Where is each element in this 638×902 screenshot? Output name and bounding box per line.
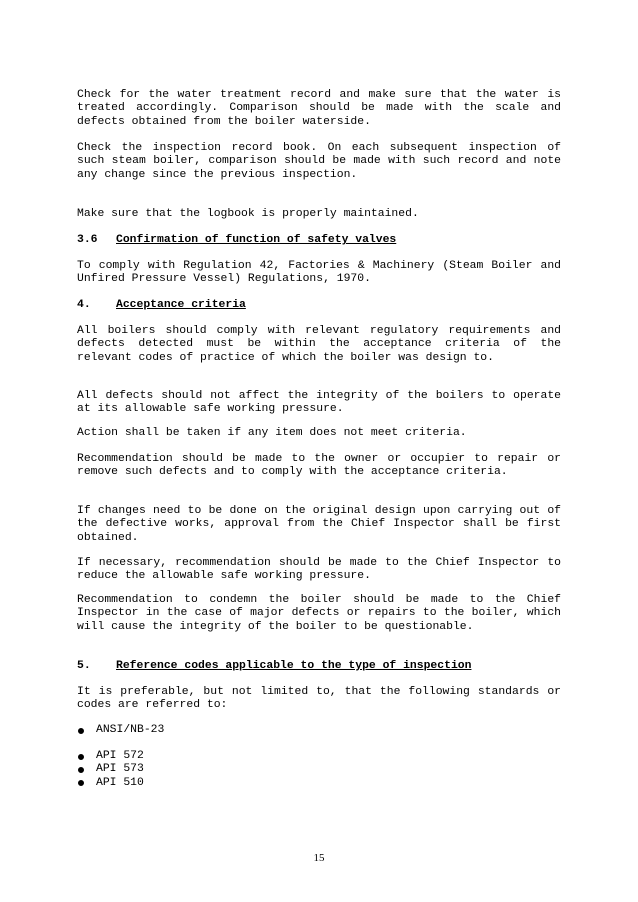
paragraph-text: Check the inspection record book. On each subsequent inspection of such steam boiler, comparison should be made with such record and note any change since the previous inspection. <box>77 142 561 181</box>
bullet-icon <box>78 780 84 786</box>
bullet-icon <box>78 767 84 773</box>
list-item-text: API 510 <box>96 776 144 789</box>
codes-list-b <box>77 750 144 790</box>
paragraph-regulation-42 <box>77 260 561 287</box>
heading-section-5 <box>77 660 561 673</box>
paragraph-design-changes <box>77 505 561 545</box>
paragraph-recommendation-owner <box>77 453 561 480</box>
heading-title: Reference codes applicable to the type of inspection <box>116 660 472 672</box>
heading-title: Confirmation of function of safety valves <box>116 234 397 246</box>
heading-section-4 <box>77 299 561 312</box>
list-item-text: ANSI/NB-23 <box>96 724 165 736</box>
paragraph-defects-integrity <box>77 390 561 417</box>
heading-section-3-6 <box>77 234 561 247</box>
paragraph-action <box>77 427 561 440</box>
paragraph-text: If necessary, recommendation should be made to the Chief Inspector to reduce the allowable safe working pressure. <box>77 557 561 583</box>
list-item <box>77 763 144 776</box>
paragraph-text: All boilers should comply with relevant regulatory requirements and defects detected must be within the acceptance criteria of the relevant codes of practice of which the boiler was design to. <box>77 325 561 364</box>
paragraph-logbook <box>77 208 561 221</box>
bullet-icon <box>78 728 84 734</box>
list-item-text: API 573 <box>96 763 144 776</box>
list-item <box>77 750 144 763</box>
paragraph-compliance <box>77 325 561 365</box>
paragraph-text: Check for the water treatment record and make sure that the water is treated accordingly. Comparison should be made with the scale and defects obtained from the boiler waterside. <box>77 89 561 128</box>
heading-number: 4. <box>77 299 91 311</box>
paragraph-text: Recommendation should be made to the owner or occupier to repair or remove such defects and to comply with the acceptance criteria. <box>77 453 561 479</box>
paragraph-text: It is preferable, but not limited to, that the following standards or codes are referred to: <box>77 686 561 712</box>
bullet-icon <box>78 754 84 760</box>
paragraph-water-treatment <box>77 89 561 129</box>
list-item <box>77 724 164 737</box>
codes-list-a <box>77 724 164 737</box>
paragraph-text: Action shall be taken if any item does not meet criteria. <box>77 427 467 439</box>
paragraph-text: To comply with Regulation 42, Factories & Machinery (Steam Boiler and Unfired Pressure Vessel) Regulations, 1970. <box>77 260 561 286</box>
paragraph-inspection-record <box>77 142 561 182</box>
paragraph-text: All defects should not affect the integrity of the boilers to operate at its allowable safe working pressure. <box>77 390 561 416</box>
heading-title: Acceptance criteria <box>116 299 246 311</box>
paragraph-text: Make sure that the logbook is properly maintained. <box>77 208 419 220</box>
page-number: 15 <box>313 852 325 864</box>
paragraph-text: If changes need to be done on the original design upon carrying out of the defective works, approval from the Chief Inspector shall be first obtained. <box>77 505 561 544</box>
paragraph-reduce-pressure <box>77 557 561 584</box>
list-item-text: API 572 <box>96 750 144 762</box>
list-item <box>77 777 144 790</box>
heading-number: 5. <box>77 660 91 672</box>
heading-number: 3.6 <box>77 234 98 246</box>
paragraph-condemn <box>77 594 561 634</box>
paragraph-standards-intro <box>77 686 561 713</box>
paragraph-text: Recommendation to condemn the boiler should be made to the Chief Inspector in the case of major defects or repairs to the boiler, which will cause the integrity of the boiler to be questionable. <box>77 594 561 633</box>
